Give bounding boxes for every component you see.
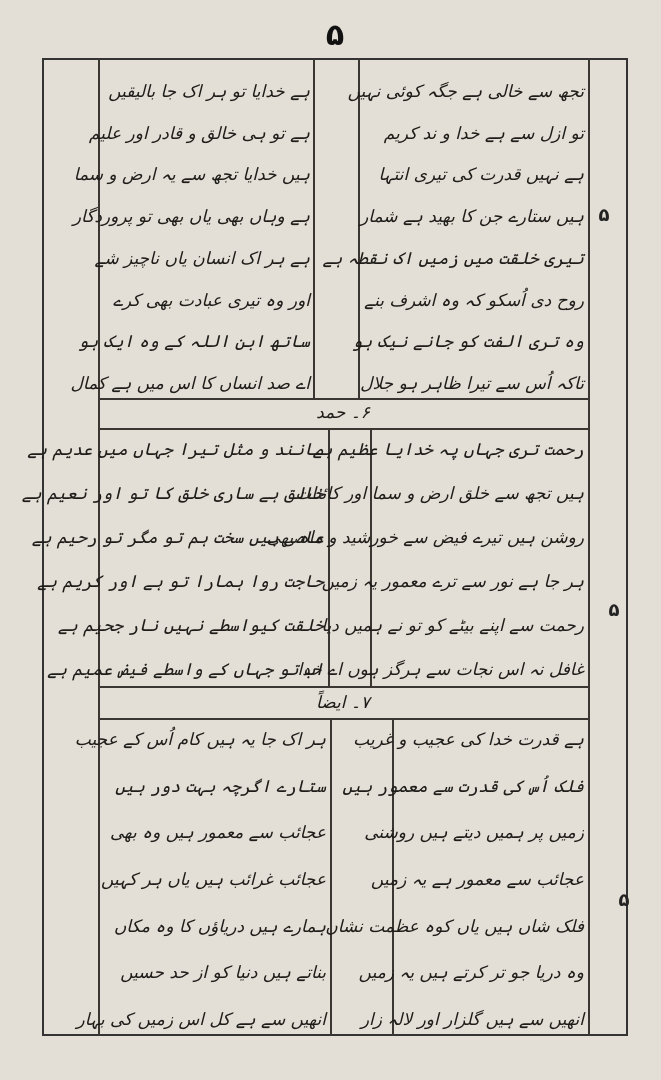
- verse-line: ہے وہاں بھی یاں بھی تو پروردگار: [72, 207, 310, 228]
- verse-line: اب تو جہاں کے واسطے فیض عمیم ہے: [47, 660, 324, 680]
- section-heading: ۷۔ ایضاً: [316, 693, 370, 713]
- verse-line: ہے ہر اک انسان یاں ناچیز شے: [94, 248, 310, 269]
- row-rule: [98, 398, 588, 400]
- verse-line: تیری خلقت میں زمیں اک نقطہ ہے: [322, 248, 584, 269]
- stanza-left-column: [74, 730, 326, 1030]
- verse-line: مانند و مثل تیرا جہاں میں عدیم ہے: [27, 440, 324, 460]
- page-number: ۵: [325, 18, 345, 53]
- verse-line: عجائب سے معمور ہے یہ زمیں: [370, 869, 584, 890]
- verse-line: ستارے اگرچہ بہت دور ہیں: [115, 776, 326, 797]
- verse-line: عجائب غرائب ہیں یاں ہر کہیں: [100, 869, 326, 890]
- verse-line: رحمت تری جہاں پہ خدایا عظیم ہے: [312, 440, 584, 460]
- verse-line: ہیں تجھ سے خلق ارض و سما اور کائنات: [295, 484, 584, 504]
- column-rule: [330, 718, 332, 1036]
- stanza-right-column: [322, 82, 584, 394]
- column-rule: [328, 428, 330, 686]
- verse-line: ہیں خدایا تجھ سے یہ ارض و سما: [73, 165, 310, 186]
- row-rule: [98, 686, 588, 688]
- verse-number: ۵: [618, 890, 630, 911]
- verse-line: تجھ سے خالی ہے جگہ کوئی نہیں: [347, 82, 584, 102]
- verse-line: ہر اک جا یہ ہیں کام اُس کے عجیب: [74, 730, 326, 750]
- stanza-right-column: [266, 440, 584, 680]
- column-rule: [313, 58, 315, 398]
- verse-line: ہیں ستارے جن کا بھید ہے شمار: [360, 207, 584, 228]
- verse-line: تاکہ اُس سے تیرا ظاہر ہو جلال: [360, 373, 584, 394]
- verse-line: ہمارے ہیں دریاؤں کا وہ مکاں: [113, 916, 326, 937]
- verse-line: عاصی ہیں سخت ہم تو مگر تو رحیم ہے: [31, 528, 324, 548]
- verse-line: خلقت کیواسطے نہیں نار جحیم ہے: [57, 616, 324, 636]
- verse-line: خالق ہے ساری خلق کا تو اور نعیم ہے: [21, 484, 324, 504]
- verse-line: انھیں سے ہیں گلزار اور لالہ زار: [360, 1009, 584, 1030]
- verse-line: ہے قدرت خدا کی عجیب و غریب: [353, 730, 584, 750]
- verse-line: ساتھ ابن اللہ کے وہ ایک ہو: [78, 332, 310, 353]
- row-rule: [98, 428, 588, 430]
- verse-line: بناتے ہیں دنیا کو از حد حسیں: [120, 963, 326, 984]
- verse-line: عجائب سے معمور ہیں وہ بھی: [109, 823, 326, 844]
- verse-number: ۵: [608, 600, 620, 621]
- verse-line: زمیں پر ہمیں دیتے ہیں روشنی: [364, 823, 584, 844]
- verse-line: انھیں سے ہے کل اس زمیں کی بہار: [76, 1009, 326, 1030]
- verse-number: ۵: [598, 205, 610, 226]
- verse-line: روح دی اُسکو کہ وہ اشرف بنے: [364, 290, 584, 311]
- verse-line: اور وہ تیری عبادت بھی کرے: [112, 290, 310, 311]
- verse-line: فلک شاں ہیں یاں کوہ عظمت نشاں: [325, 916, 584, 937]
- column-rule: [370, 428, 372, 686]
- verse-line: وہ دریا جو تر کرتے ہیں یہ زمیں: [358, 963, 584, 984]
- verse-line: روشن ہیں تیرے فیض سے خورشید و ماہ بھی: [266, 528, 584, 548]
- stanza-right-column: [325, 730, 584, 1030]
- verse-line: حاجت روا ہمارا تو ہے اور کریم ہے: [37, 572, 324, 592]
- verse-line: ہے نہیں قدرت کی تیری انتہا: [378, 165, 584, 186]
- column-rule: [588, 58, 590, 1036]
- verse-line: رحمت سے اپنے بیٹے کو تو نے ہمیں دیا: [321, 616, 584, 636]
- verse-line: اے صد انساں کا اس میں ہے کمال: [70, 373, 310, 394]
- row-rule: [98, 718, 588, 720]
- verse-line: فلک اُس کی قدرت سے معمور ہیں: [342, 776, 584, 797]
- stanza-left-column: [21, 440, 324, 680]
- verse-line: غافل نہ اس نجات سے ہرگز ہوں اے خدا: [297, 660, 584, 680]
- verse-line: وہ تری الفت کو جانے نیک ہو: [352, 332, 584, 353]
- verse-line: ہر جا ہے نور سے ترے معمور یہ زمیں: [321, 572, 584, 592]
- verse-line: تو ازل سے ہے خدا و ند کریم: [383, 123, 584, 144]
- stanza-left-column: [70, 82, 310, 394]
- verse-line: ہے خدایا تو ہر اک جا بالیقیں: [108, 82, 310, 102]
- section-heading: ۶۔ حمد: [316, 403, 370, 423]
- verse-line: ہے تو ہی خالق و قادر اور علیم: [88, 123, 310, 144]
